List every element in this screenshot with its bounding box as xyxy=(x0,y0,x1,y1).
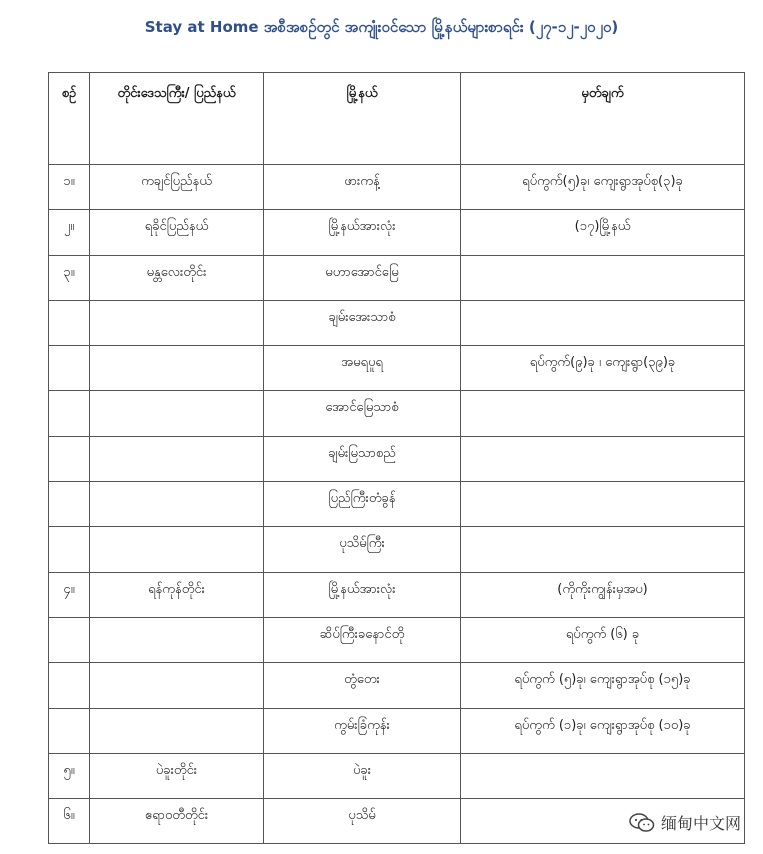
cell-region xyxy=(90,436,264,481)
cell-no: ၃။ xyxy=(49,255,90,300)
cell-remark: ရပ်ကွက်(၅)ခု၊ ကျေးရွာအုပ်စု(၃)ခု xyxy=(461,165,745,210)
cell-region: ရန်ကုန်တိုင်း xyxy=(90,572,264,617)
table-row xyxy=(49,391,745,436)
cell-township: ချမ်းမြသာစည် xyxy=(264,436,461,481)
cell-region xyxy=(90,527,264,572)
table-row xyxy=(49,572,745,617)
cell-no xyxy=(49,663,90,708)
table-row xyxy=(49,753,745,798)
cell-township: ပဲခူး xyxy=(264,753,461,798)
table-header-row xyxy=(49,73,745,165)
watermark xyxy=(629,811,741,834)
cell-no xyxy=(49,708,90,753)
table-row xyxy=(49,527,745,572)
cell-township: ပုသိမ်ကြီး xyxy=(264,527,461,572)
cell-region xyxy=(90,663,264,708)
cell-remark: ရပ်ကွက်(၉)ခု ၊ ကျေးရွာ(၃၉)ခု xyxy=(461,346,745,391)
cell-remark xyxy=(461,482,745,527)
cell-region: ပဲခူးတိုင်း xyxy=(90,753,264,798)
cell-remark xyxy=(461,436,745,481)
cell-no xyxy=(49,346,90,391)
cell-township: တွံတေး xyxy=(264,663,461,708)
table-row xyxy=(49,255,745,300)
cell-township: မြို့နယ်အားလုံး xyxy=(264,210,461,255)
cell-region: ရခိုင်ပြည်နယ် xyxy=(90,210,264,255)
cell-remark xyxy=(461,391,745,436)
table-row xyxy=(49,436,745,481)
cell-township: အောင်မြေသာစံ xyxy=(264,391,461,436)
cell-remark: (ကိုကိုးကျွန်းမှအပ) xyxy=(461,572,745,617)
document-title: Stay at Home အစီအစဉ်တွင် အကျုံးဝင်သော မြို့နယ်များစာရင်း (၂၇-၁၂-၂၀၂၀) xyxy=(144,18,619,36)
cell-township: ဆိပ်ကြီးခနောင်တို xyxy=(264,617,461,662)
cell-remark xyxy=(461,255,745,300)
table-row xyxy=(49,210,745,255)
table-row xyxy=(49,165,745,210)
cell-remark: ရပ်ကွက် (၅)ခု၊ ကျေးရွာအုပ်စု (၁၅)ခု xyxy=(461,663,745,708)
cell-no: ၁။ xyxy=(49,165,90,210)
cell-remark: (၁၇)မြို့နယ် xyxy=(461,210,745,255)
cell-township: ပုသိမ် xyxy=(264,799,461,844)
cell-region: ဧရာဝတီတိုင်း xyxy=(90,799,264,844)
cell-region xyxy=(90,391,264,436)
wechat-icon xyxy=(629,813,655,833)
table-row xyxy=(49,300,745,345)
cell-remark: ရပ်ကွက် (၁)ခု၊ ကျေးရွာအုပ်စု (၁၀)ခု xyxy=(461,708,745,753)
cell-no: ၅။ xyxy=(49,753,90,798)
cell-no: ၂။ xyxy=(49,210,90,255)
header-region: တိုင်းဒေသကြီး/ ပြည်နယ် xyxy=(90,73,264,165)
cell-remark: ရပ်ကွက် (၆) ခု xyxy=(461,617,745,662)
header-no: စဉ် xyxy=(49,73,90,165)
watermark-text: 缅甸中文网 xyxy=(660,814,741,833)
cell-township: အမရပူရ xyxy=(264,346,461,391)
cell-remark xyxy=(461,527,745,572)
cell-region: ကချင်ပြည်နယ် xyxy=(90,165,264,210)
cell-no: ၆။ xyxy=(49,799,90,844)
cell-township: ကွမ်းခြံကုန်း xyxy=(264,708,461,753)
table-row xyxy=(49,617,745,662)
table-row xyxy=(49,708,745,753)
cell-no xyxy=(49,300,90,345)
cell-region xyxy=(90,346,264,391)
cell-remark xyxy=(461,300,745,345)
cell-no: ၄။ xyxy=(49,572,90,617)
cell-township: မဟာအောင်မြေ xyxy=(264,255,461,300)
cell-no xyxy=(49,617,90,662)
cell-no xyxy=(49,436,90,481)
header-remark: မှတ်ချက် xyxy=(461,73,745,165)
cell-township: ချမ်းအေးသာစံ xyxy=(264,300,461,345)
cell-region xyxy=(90,617,264,662)
cell-no xyxy=(49,482,90,527)
cell-township: မြို့နယ်အားလုံး xyxy=(264,572,461,617)
table-body xyxy=(49,165,745,844)
cell-remark xyxy=(461,753,745,798)
township-table xyxy=(48,72,745,844)
table-row xyxy=(49,346,745,391)
cell-township: ပြည်ကြီးတံခွန် xyxy=(264,482,461,527)
cell-region xyxy=(90,708,264,753)
cell-region xyxy=(90,482,264,527)
cell-township: ဖားကန့် xyxy=(264,165,461,210)
cell-region xyxy=(90,300,264,345)
cell-no xyxy=(49,391,90,436)
header-township: မြို့နယ် xyxy=(264,73,461,165)
cell-region: မန္တလေးတိုင်း xyxy=(90,255,264,300)
cell-no xyxy=(49,527,90,572)
table-row xyxy=(49,482,745,527)
table-row xyxy=(49,663,745,708)
